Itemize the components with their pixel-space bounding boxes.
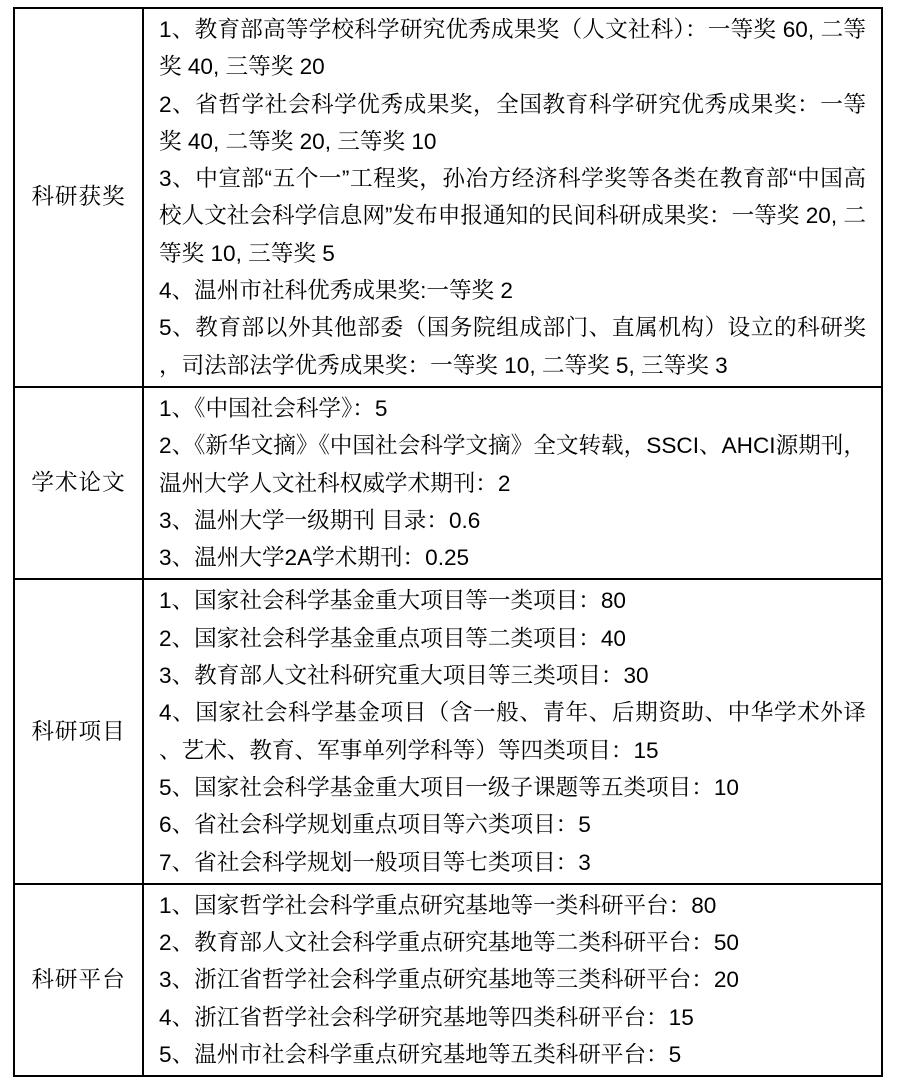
list-item: 6、省社会科学规划重点项目等六类项目：5: [159, 812, 591, 838]
list-item: 2、国家社会科学基金重点项目等二类项目：40: [159, 625, 626, 651]
list-item: 3、温州大学2A学术期刊：0.25: [159, 545, 470, 571]
list-item: 3、温州大学一级期刊 目录：0.6: [159, 507, 481, 533]
row-header-research-awards: 科研获奖: [14, 8, 143, 387]
list-item: 3、中宣部“五个一”工程奖，孙冶方经济科学奖等各类在教育部“中国高校人文社会科学信息网”发布申报通知的民间科研成果奖：一等奖 20, 二等奖 10, 三等奖 5: [159, 166, 866, 266]
table-row-research-projects: [14, 579, 882, 883]
list-item: 1、《中国社会科学》：5: [159, 395, 388, 421]
row-header-research-platforms: 科研平台: [14, 884, 143, 1076]
list-item: 1、教育部高等学校科学研究优秀成果奖（人文社科）：一等奖 60, 二等奖 40, 三等奖 20: [159, 17, 866, 80]
list-item: 5、教育部以外其他部委（国务院组成部门、直属机构）设立的科研奖，司法部法学优秀成果奖：一等奖 10, 二等奖 5, 三等奖 3: [159, 315, 866, 378]
list-item: 3、浙江省哲学社会科学重点研究基地等三类科研平台：20: [159, 967, 739, 993]
table-row-research-awards: [14, 8, 882, 387]
table-row-academic-papers: [14, 387, 882, 579]
table-row-research-platforms: [14, 884, 882, 1076]
list-item: 1、国家哲学社会科学重点研究基地等一类科研平台：80: [159, 892, 717, 918]
research-score-table: [13, 7, 883, 1077]
row-header-academic-papers: 学术论文: [14, 387, 143, 579]
row-header-research-projects: 科研项目: [14, 579, 143, 883]
row-content-academic-papers: [143, 387, 882, 579]
row-content-research-platforms: [143, 884, 882, 1076]
list-item: 5、温州市社会科学重点研究基地等五类科研平台：5: [159, 1042, 682, 1068]
list-item: 2、省哲学社会科学优秀成果奖，全国教育科学研究优秀成果奖：一等奖 40, 二等奖 20, 三等奖 10: [159, 91, 866, 154]
list-item: 4、国家社会科学基金项目（含一般、青年、后期资助、中华学术外译、艺术、教育、军事单列学科等）等四类项目：15: [159, 700, 866, 763]
list-item: 7、省社会科学规划一般项目等七类项目：3: [159, 849, 591, 875]
row-content-research-awards: [143, 8, 882, 387]
list-item: 5、国家社会科学基金重大项目一级子课题等五类项目：10: [159, 774, 739, 800]
row-content-research-projects: [143, 579, 882, 883]
list-item: 4、温州市社科优秀成果奖:一等奖 2: [159, 278, 513, 304]
list-item: 2、教育部人文社会科学重点研究基地等二类科研平台：50: [159, 930, 739, 956]
list-item: 1、国家社会科学基金重大项目等一类项目：80: [159, 588, 626, 614]
list-item: 3、教育部人文社科研究重大项目等三类项目：30: [159, 663, 649, 689]
list-item: 4、浙江省哲学社会科学研究基地等四类科研平台：15: [159, 1004, 694, 1030]
list-item: 2、《新华文摘》《中国社会科学文摘》全文转载，SSCI、AHCI源期刊，温州大学人文社科权威学术期刊：2: [159, 433, 866, 496]
